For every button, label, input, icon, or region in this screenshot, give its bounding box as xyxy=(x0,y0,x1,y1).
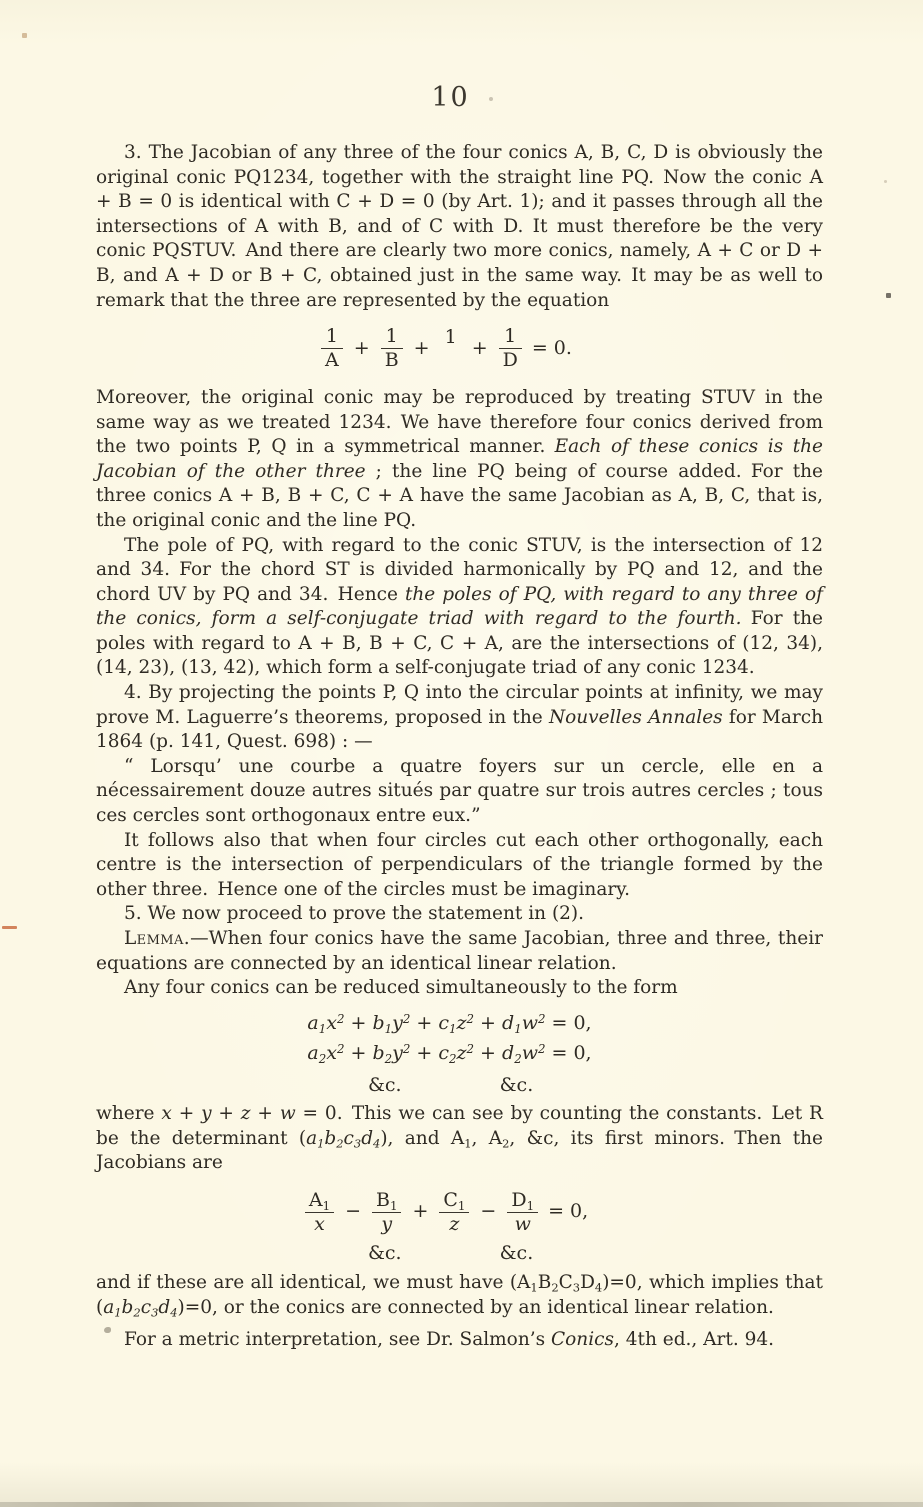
page-number: 10 xyxy=(431,82,470,113)
paragraph-any-four-conics: Any four conics can be reduced simultaneously to the form xyxy=(124,977,678,999)
scan-speck xyxy=(886,293,891,298)
scan-speck xyxy=(22,33,27,38)
paragraph-french-quote: “ Lorsqu’ une courbe a quatre foyers sur un cercle, elle en a nécessairement douze autres situés par quatre sur trois autres cercles ; tous ces cercles sont orthogonaux entre eux.” xyxy=(96,755,823,827)
equation-text: = 0, xyxy=(548,1200,589,1223)
etcetera-label: &c. xyxy=(499,1241,534,1264)
scan-speck xyxy=(489,97,493,101)
margin-red-mark xyxy=(2,926,17,929)
paragraph-section-3: 3. The Jacobian of any three of the four conics A, B, C, D is obviously the original conic PQ1234, together with the straight line PQ. Now the conic A + B = 0 is identical with C + D = 0 (by Art. 1); and it passes through all the intersections of A with B, and of C with D. It must therefore be the very conic PQSTUV. And there are clearly two more conics, namely, A + C or D + B, and A + D or B + C, obtained just in the same way. It may be as well to remark that the three are represented by the equation xyxy=(96,142,823,311)
operator: + xyxy=(353,336,370,359)
operator: + xyxy=(412,1200,429,1223)
fraction: $\frac{B_1}{y}$ xyxy=(372,1190,401,1235)
operator: + xyxy=(471,336,488,359)
equation-jacobian-minors xyxy=(81,1190,808,1235)
paragraph-identical-relation: and if these are all identical, we must have $(A_1B_2C_3D_4)=0$, which implies that $(a_1b_2c_3d_4)=0$, or the conics are connected by an identical linear relation. xyxy=(96,1272,823,1320)
ink-blot xyxy=(104,1327,111,1333)
text-block xyxy=(96,141,823,1353)
paragraph-where-determinant: where x + y + z + w = 0. This we can see by counting the constants. Let R be the determinant $(a_1b_2c_3d_4)$, and $A_1$, $A_2$, &c, its first minors. Then the Jacobians are xyxy=(96,1103,824,1174)
fraction: $\frac{C_1}{z}$ xyxy=(439,1190,469,1235)
paragraph-lemma: Lemma.—When four conics have the same Jacobian, three and three, their equations are connected by an identical linear relation. xyxy=(96,928,823,974)
paragraph-moreover: Moreover, the original conic may be reproduced by treating STUV in the same way as we treated 1234. We have therefore four conics derived from the two points P, Q in a symmetrical manner. Each of these conics is the Jacobian of the other three ; the line PQ being of course added. For the three conics A + B, B + C, C + A have the same Jacobian as A, B, C, that is, the original conic and the line PQ. xyxy=(96,386,824,531)
fraction: 1 xyxy=(444,325,457,348)
operator: − xyxy=(345,1200,361,1223)
page-bottom-edge-shadow xyxy=(0,1502,923,1507)
fraction: $\frac{D_1}{w}$ xyxy=(507,1190,538,1235)
fraction: $\frac{A_1}{x}$ xyxy=(305,1190,334,1235)
etcetera-label: &c. xyxy=(499,1074,534,1097)
etcetera-label: &c. xyxy=(368,1074,402,1097)
operator: + xyxy=(413,336,430,359)
equation-reciprocal-sum xyxy=(81,326,808,371)
etcetera-row-top xyxy=(96,1073,823,1098)
etcetera-label: &c. xyxy=(368,1241,402,1264)
operator: − xyxy=(480,1200,497,1223)
paragraph-pole-of-pq: The pole of PQ, with regard to the conic STUV, is the intersection of 12 and 34. For the chord ST is divided harmonically by PQ and 12, and the chord UV by PQ and 34. Hence the poles of PQ, with regard to any three of the conics, form a self-conjugate triad with regard to the fourth. For the poles with regard to A + B, B + C, C + A, are the intersections of (12, 34), (14, 23), (13, 42), which form a self-conjugate triad of any conic 1234. xyxy=(96,534,823,679)
equation-text: = 0. xyxy=(531,336,572,359)
fraction: $\frac{1}{D}$ xyxy=(499,326,522,371)
fraction: $\frac{1}{A}$ xyxy=(321,326,343,371)
paragraph-it-follows: It follows also that when four circles cut each other orthogonally, each centre is the intersection of perpendiculars of the triangle formed by the other three. Hence one of the circles must be imaginary. xyxy=(96,829,823,900)
paragraph-metric-reference: For a metric interpretation, see Dr. Salmon’s Conics, 4th ed., Art. 94. xyxy=(124,1329,774,1351)
scan-speck xyxy=(884,180,887,183)
etcetera-row-bottom xyxy=(96,1241,823,1266)
equation-quadric-1: $a_1x^2 + b_1y^2 + c_1z^2 + d_1w^2 = 0$, xyxy=(307,1011,592,1036)
fraction: $\frac{1}{B}$ xyxy=(381,326,403,371)
paragraph-section-5: 5. We now proceed to prove the statement in (2). xyxy=(124,903,585,925)
paragraph-section-4: 4. By projecting the points P, Q into the circular points at infinity, we may prove M. Laguerre’s theorems, proposed in the Nouvelles Annales for March 1864 (p. 141, Quest. 698) : — xyxy=(96,682,824,753)
equation-quadric-2: $a_2x^2 + b_2y^2 + c_2z^2 + d_2w^2 = 0$, xyxy=(307,1041,592,1066)
